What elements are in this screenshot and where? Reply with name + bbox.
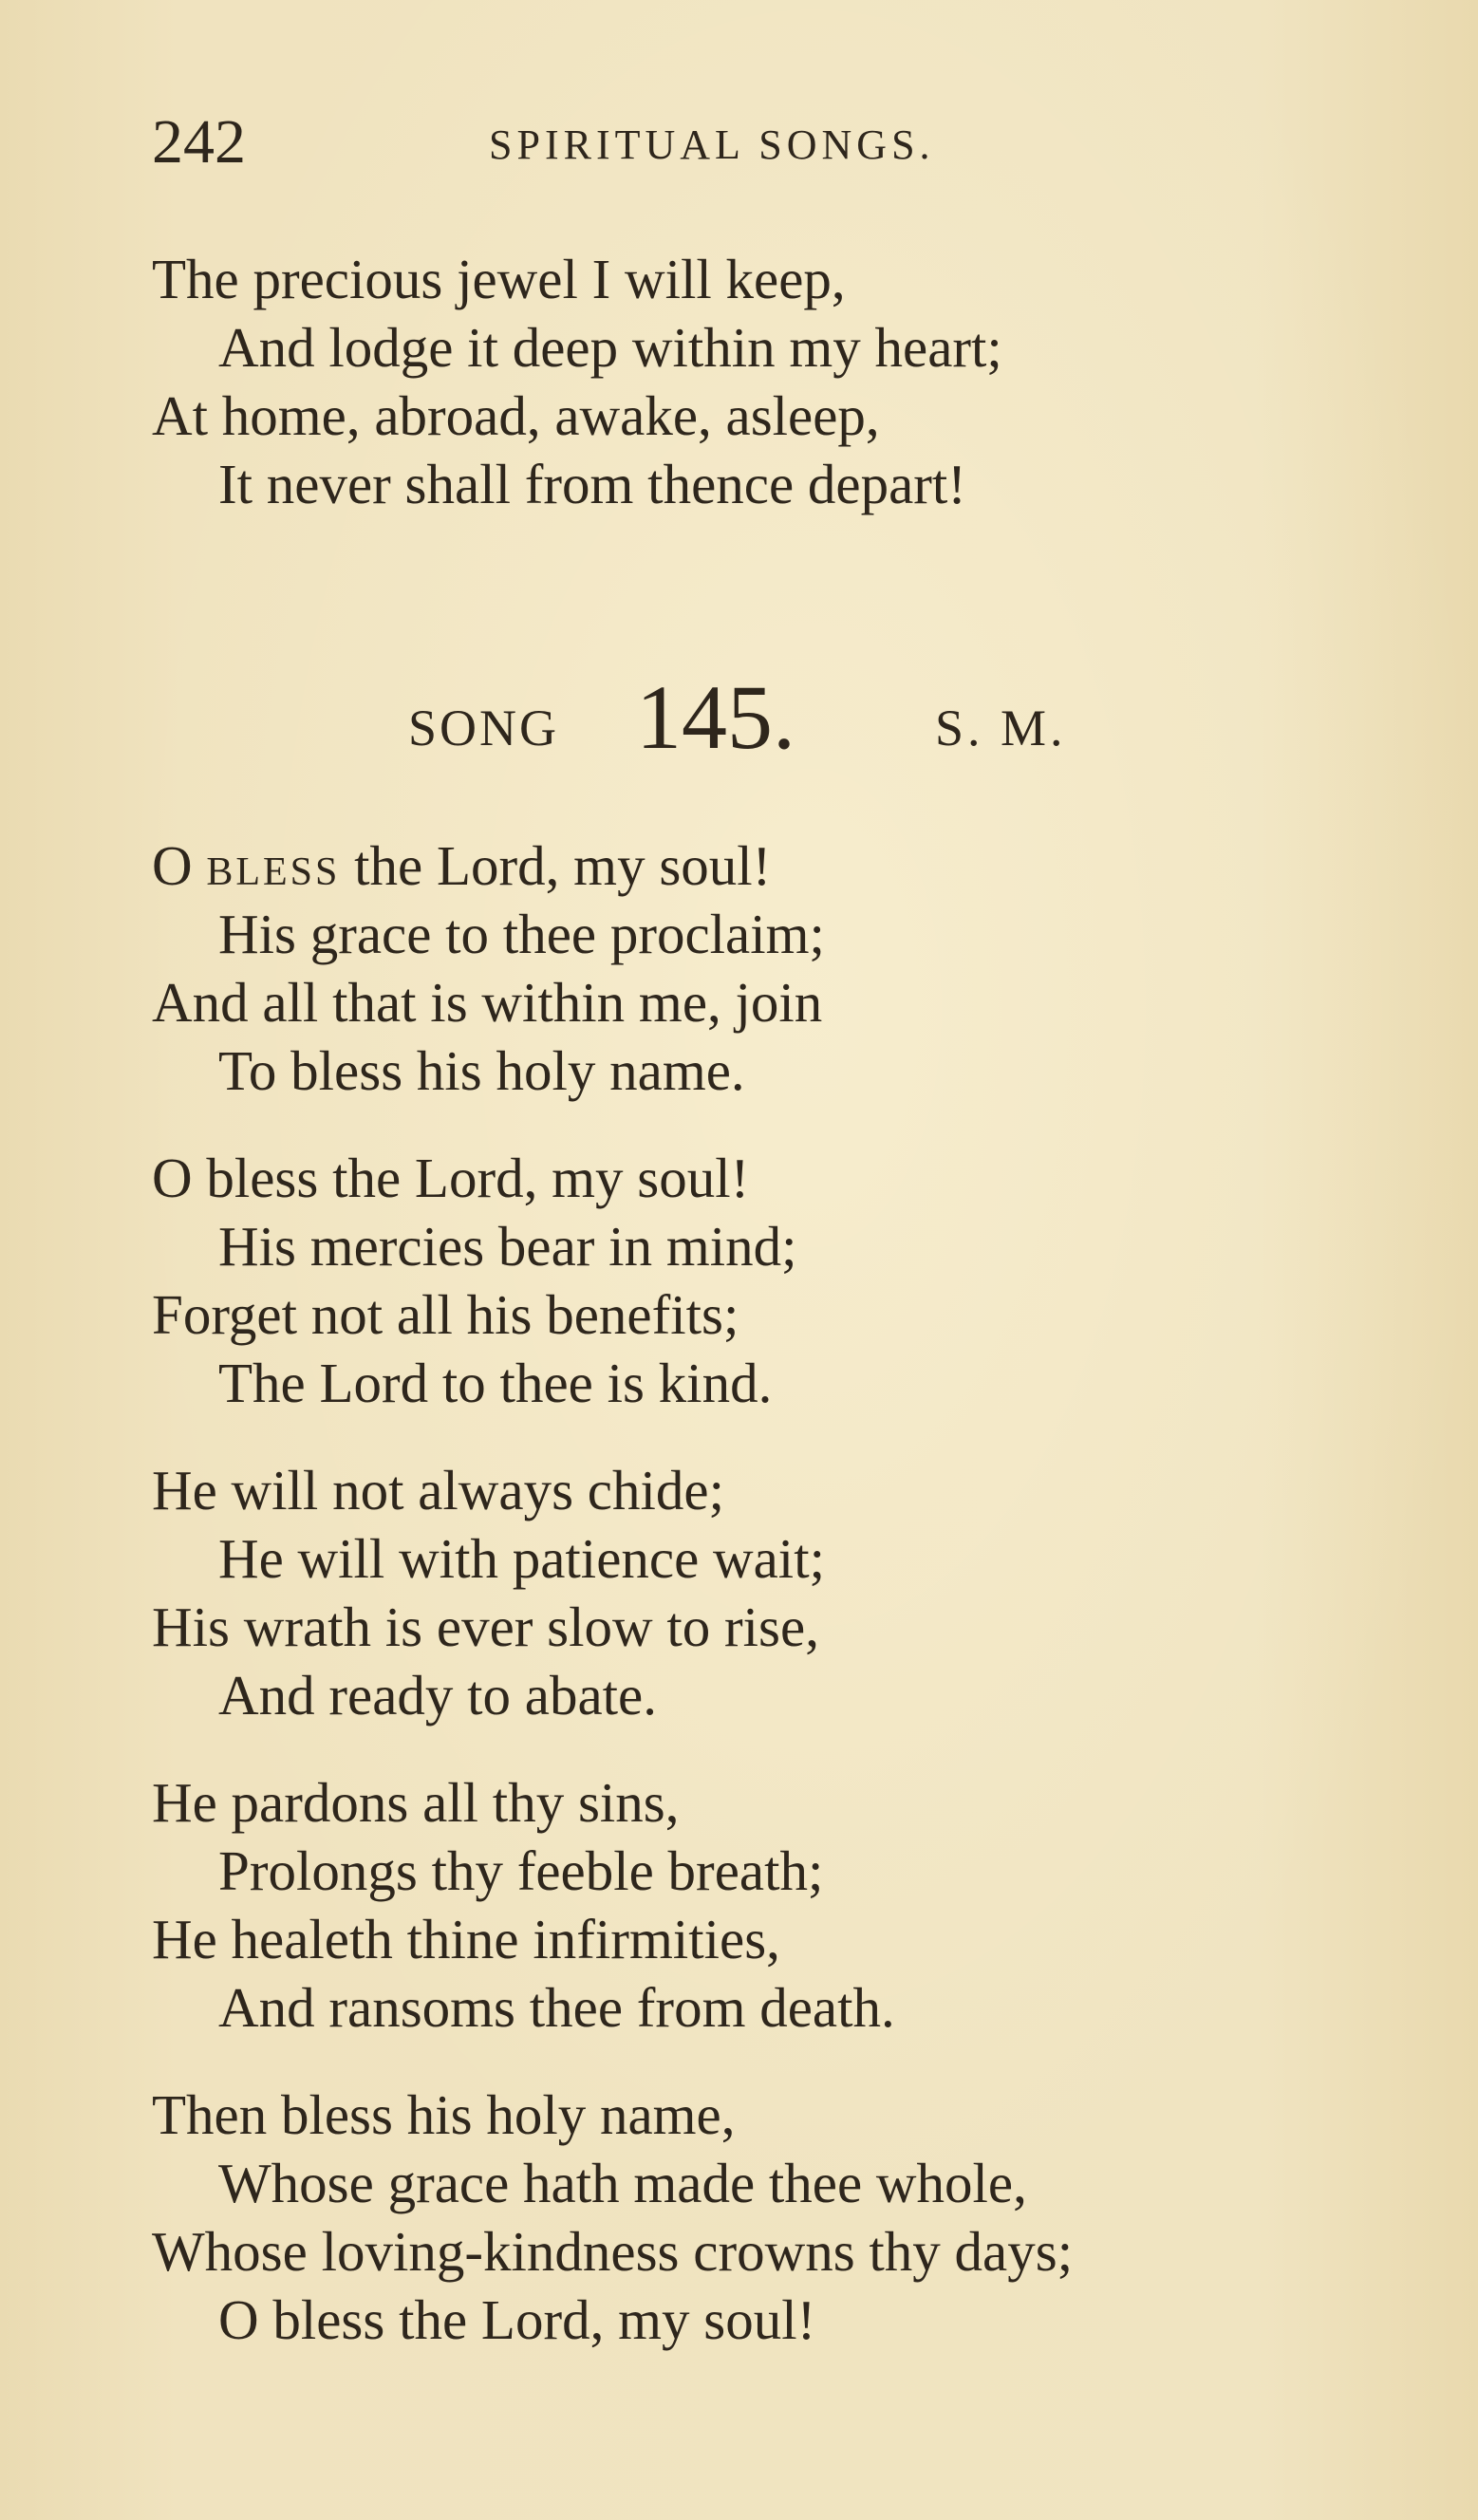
verse-line: And all that is within me, join [152,971,823,1034]
song-heading [408,664,1168,778]
verse-line: Whose grace hath made thee whole, [218,2152,1027,2214]
verse-line: He will not always chide; [152,1459,724,1521]
verse-line: His wrath is ever slow to rise, [152,1596,819,1658]
verse-line: He pardons all thy sins, [152,1771,680,1834]
song-number: 145. [636,666,795,768]
verse-line: He will with patience wait; [218,1527,825,1590]
verse-line: It never shall from thence depart! [218,453,966,515]
verse-line: And ransoms thee from death. [218,1976,895,2039]
verse-line: Then bless his holy name, [152,2083,736,2146]
verse-line: The precious jewel I will keep, [152,248,846,310]
verse-line: And lodge it deep within my heart; [218,316,1002,379]
verse-line: Prolongs thy feeble breath; [218,1839,824,1902]
verse-line: And ready to abate. [218,1664,657,1727]
verse-line: O bless the Lord, my soul! [218,2288,816,2351]
verse-line: To bless his holy name. [218,1039,745,1102]
initial-letter: O [152,834,193,897]
verse-line: O bless the Lord, my soul! [152,1147,750,1209]
song-meter: S. M. [935,700,1067,756]
page-header [152,104,1196,180]
smallcaps-word: BLESS [206,850,341,894]
verse-line: His mercies bear in mind; [218,1215,797,1278]
verse-line: Whose loving-kindness crowns thy days; [152,2220,1074,2283]
verse-line: He healeth thine infirmities, [152,1908,780,1970]
verse-line-first [152,831,771,906]
running-title: SPIRITUAL SONGS. [489,121,935,168]
page-number: 242 [152,107,246,177]
verse-line: Forget not all his benefits; [152,1283,739,1346]
verse-line: His grace to thee proclaim; [218,903,825,965]
first-line-rest: the Lord, my soul! [340,834,772,897]
verse-line: At home, abroad, awake, asleep, [152,384,880,447]
song-label: SONG [408,700,560,756]
verse-line: The Lord to thee is kind. [218,1352,773,1414]
